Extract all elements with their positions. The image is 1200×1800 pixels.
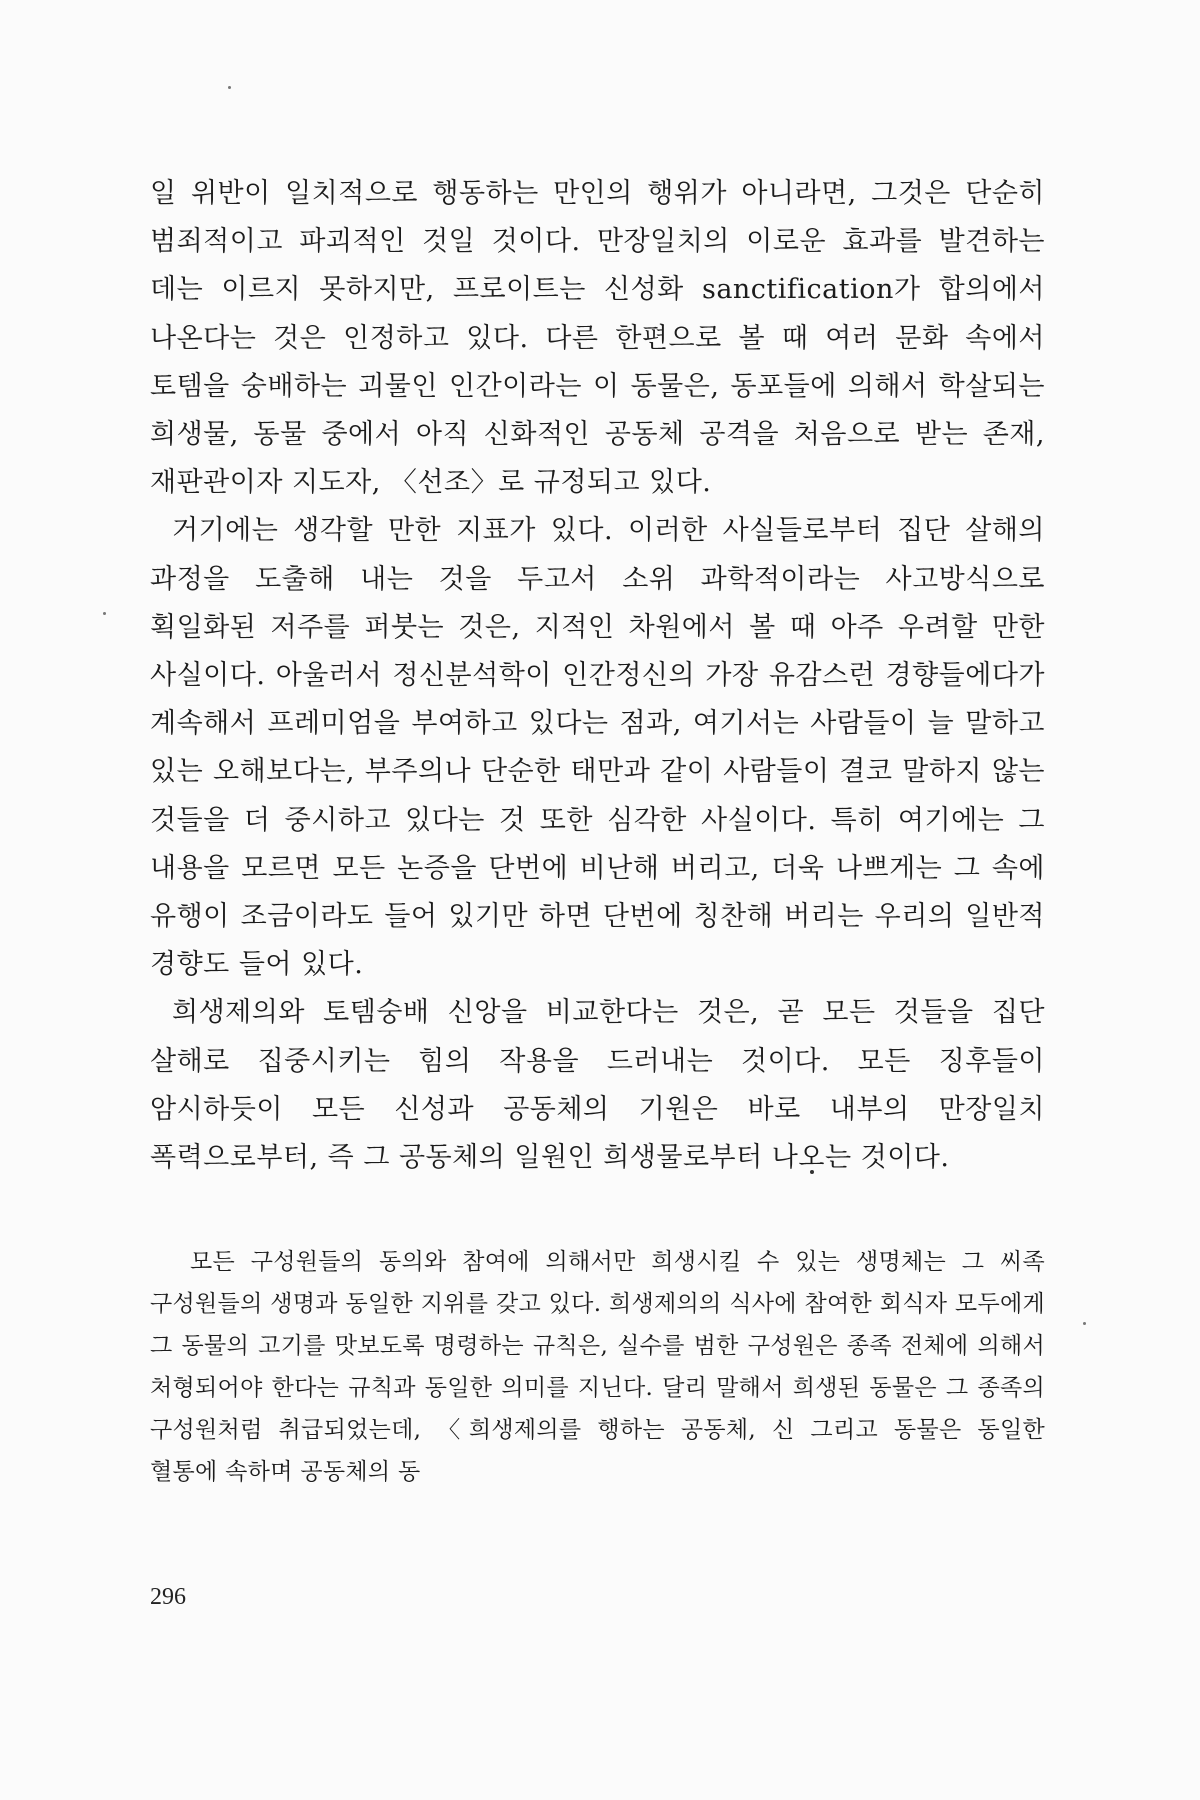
body-paragraph-3: 희생제의와 토템숭배 신앙을 비교한다는 것은, 곧 모든 것들을 집단 살해로 집중시키는 힘의 작용을 드러내는 것이다. 모든 징후들이 암시하듯이 모든 신성과 공동체의 기원은 바로 내부의 만장일치 폭력으로부터, 즉 그 공동체의 일원인 희생물로부터 나오는 것이다.: [150, 997, 1045, 1174]
block-quote: [150, 1241, 1045, 1493]
scan-speck: [1083, 1322, 1086, 1325]
page-number: 296: [150, 1584, 186, 1610]
main-body-text: [150, 170, 1045, 1182]
body-paragraph-2: 거기에는 생각할 만한 지표가 있다. 이러한 사실들로부터 집단 살해의 과정을 도출해 내는 것을 두고서 소위 과학적이라는 사고방식으로 획일화된 저주를 퍼붓는 것은, 지적인 차원에서 볼 때 아주 우려할 만한 사실이다. 아울러서 정신분석학이 인간정신의 가장 유감스런 경향들에다가 계속해서 프레미엄을 부여하고 있다는 점과, 여기서는 사람들이 늘 말하고 있는 오해보다는, 부주의나 단순한 태만과 같이 사람들이 결코 말하지 않는 것들을 더 중시하고 있다는 것 또한 심각한 사실이다. 특히 여기에는 그 내용을 모르면 모든 논증을 단번에 비난해 버리고, 더욱 나쁘게는 그 속에 유행이 조금이라도 들어 있기만 하면 단번에 칭찬해 버리는 우리의 일반적 경향도 들어 있다.: [150, 515, 1045, 981]
block-quote-text: 모든 구성원들의 동의와 참여에 의해서만 희생시킬 수 있는 생명체는 그 씨족 구성원들의 생명과 동일한 지위를 갖고 있다. 희생제의의 식사에 참여한 회식자 모두에게 그 동물의 고기를 맛보도록 명령하는 규칙은, 실수를 범한 구성원은 종족 전체에 의해서 처형되어야 한다는 규칙과 동일한 의미를 지닌다. 달리 말해서 희생된 동물은 그 종족의 구성원처럼 취급되었는데, 〈희생제의를 행하는 공동체, 신 그리고 동물은 동일한 혈통에 속하며 공동체의 동: [150, 1249, 1045, 1485]
body-paragraph-1: 일 위반이 일치적으로 행동하는 만인의 행위가 아니라면, 그것은 단순히 범죄적이고 파괴적인 것일 것이다. 만장일치의 이로운 효과를 발견하는 데는 이르지 못하지만, 프로이트는 신성화 sanctification가 합의에서 나온다는 것은 인정하고 있다. 다른 한편으로 볼 때 여러 문화 속에서 토템을 숭배하는 괴물인 인간이라는 이 동물은, 동포들에 의해서 학살되는 희생물, 동물 중에서 아직 신화적인 공동체 공격을 처음으로 받는 존재, 재판관이자 지도자, 〈선조〉로 규정되고 있다.: [150, 178, 1045, 499]
scan-speck: [228, 86, 231, 89]
scan-speck: [103, 612, 106, 615]
